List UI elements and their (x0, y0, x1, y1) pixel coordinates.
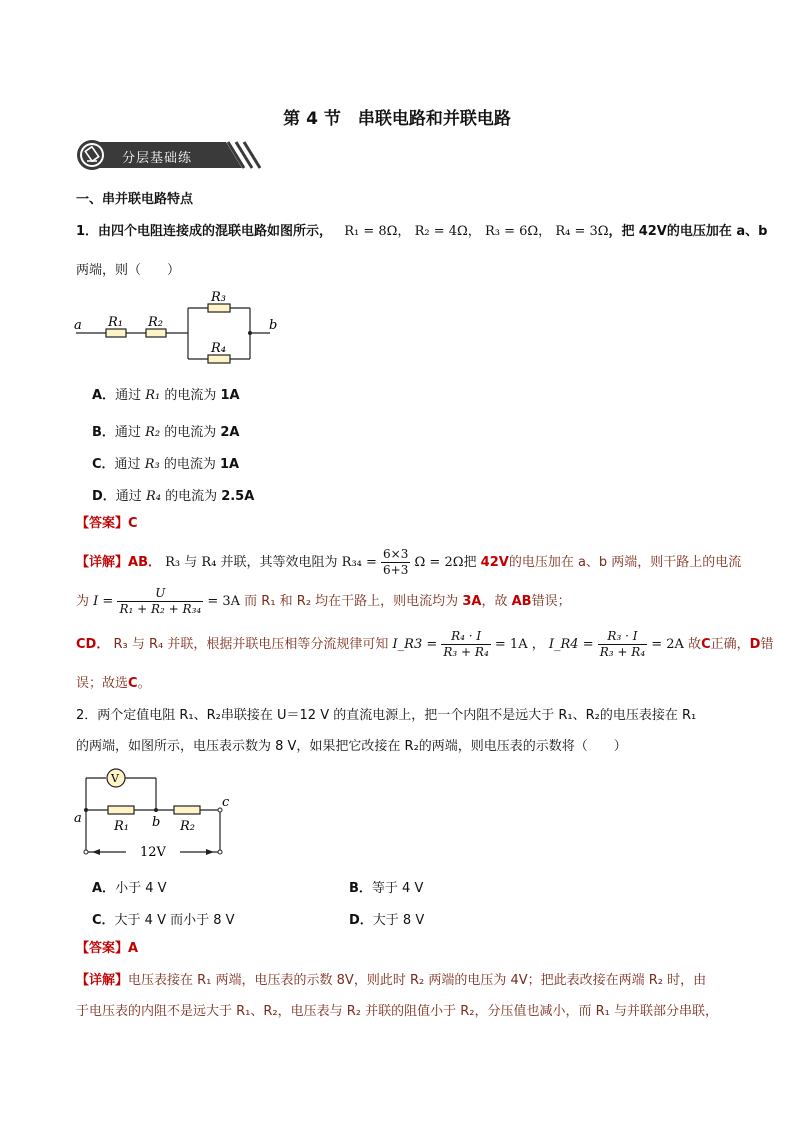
q1-detail-line4: 误；故选C。 (76, 676, 151, 691)
svg-text:a: a (74, 811, 82, 826)
q2-circuit-diagram (70, 766, 240, 860)
q1-stem: 1．由四个电阻连接成的混联电路如图所示， R₁ = 8Ω， R₂ = 4Ω， R₃ = 6Ω， R₄ = 3Ω，把 42V的电压加在 a、b (76, 224, 768, 239)
q1-option-d[interactable]: D．通过 R₄ 的电流为 2.5A (92, 489, 255, 504)
svg-text:V: V (111, 772, 119, 785)
q2-detail-line1: 【详解】电压表接在 R₁ 两端，电压表的示数 8V，则此时 R₂ 两端的电压为 4V；把此表改接在两端 R₂ 时，由 (76, 973, 707, 988)
q1-option-b[interactable]: B．通过 R₂ 的电流为 2A (92, 425, 240, 440)
q1-option-c[interactable]: C．通过 R₃ 的电流为 1A (92, 457, 240, 472)
svg-text:R₁: R₁ (114, 819, 129, 834)
banner-label: 分层基础练 (122, 151, 193, 166)
svg-text:a: a (74, 318, 82, 333)
q2-option-a[interactable]: A．小于 4 V (92, 881, 167, 896)
q1-circuit-diagram (70, 286, 290, 366)
svg-text:b: b (269, 318, 278, 333)
page-title: 第 4 节 串联电路和并联电路 (283, 109, 511, 129)
q2-stem: 2．两个定值电阻 R₁、R₂串联接在 U＝12 V 的直流电源上，把一个内阻不是远大于 R₁、R₂的电压表接在 R₁ (76, 708, 697, 723)
q1-detail-line1: 【详解】AB． R₃ 与 R₄ 并联，其等效电阻为 R₃₄ = $\frac{6\times 3}{6+3}$ Ω = 2Ω把 42V的电压加在 a、b 两端，则干路上的电流 (76, 547, 742, 577)
q2-answer: 【答案】A (76, 941, 139, 956)
svg-text:c: c (222, 795, 230, 810)
svg-text:R₂: R₂ (180, 819, 195, 834)
q2-option-b[interactable]: B．等于 4 V (349, 881, 424, 896)
q2-stem-line2: 的两端，如图所示，电压表示数为 8 V，如果把它改接在 R₂的两端，则电压表的示数将（ ） (76, 739, 627, 754)
q1-answer: 【答案】C (76, 516, 138, 531)
q2-option-c[interactable]: C．大于 4 V 而小于 8 V (92, 913, 235, 928)
svg-text:R₂: R₂ (148, 315, 163, 330)
svg-text:R₄: R₄ (211, 341, 226, 356)
svg-text:R₁: R₁ (108, 315, 123, 330)
svg-text:12V: 12V (140, 845, 166, 860)
section-heading: 一、串并联电路特点 (76, 192, 194, 207)
q2-detail-line2: 于电压表的内阻不是远大于 R₁、R₂，电压表与 R₂ 并联的阻值小于 R₂，分压值也减小，而 R₁ 与并联部分串联， (76, 1004, 719, 1019)
svg-text:R₃: R₃ (211, 290, 226, 305)
q2-option-d[interactable]: D．大于 8 V (349, 913, 425, 928)
q1-stem-line2: 两端，则（ ） (76, 263, 181, 278)
svg-text:b: b (152, 815, 161, 830)
q1-detail-line2: 为 I = $\frac{U}{\text{R₁ + R₂ + R₃₄}}$ = 3A 而 R₁ 和 R₂ 均在干路上，则电流均为 3A，故 AB错误； (76, 586, 571, 616)
q1-option-a[interactable]: A．通过 R₁ 的电流为 1A (92, 388, 240, 403)
q1-detail-line3: CD． R₃ 与 R₄ 并联，根据并联电压相等分流规律可知 I_R3 = $\frac{\text{R₄ · I}}{\text{R₃ + R₄}}$ = 1A ， I_R4 = $\frac{\text{R₃ · I}}{\text{R₃ + R₄}}$ = 2A 故C正确，D错 (76, 629, 774, 659)
